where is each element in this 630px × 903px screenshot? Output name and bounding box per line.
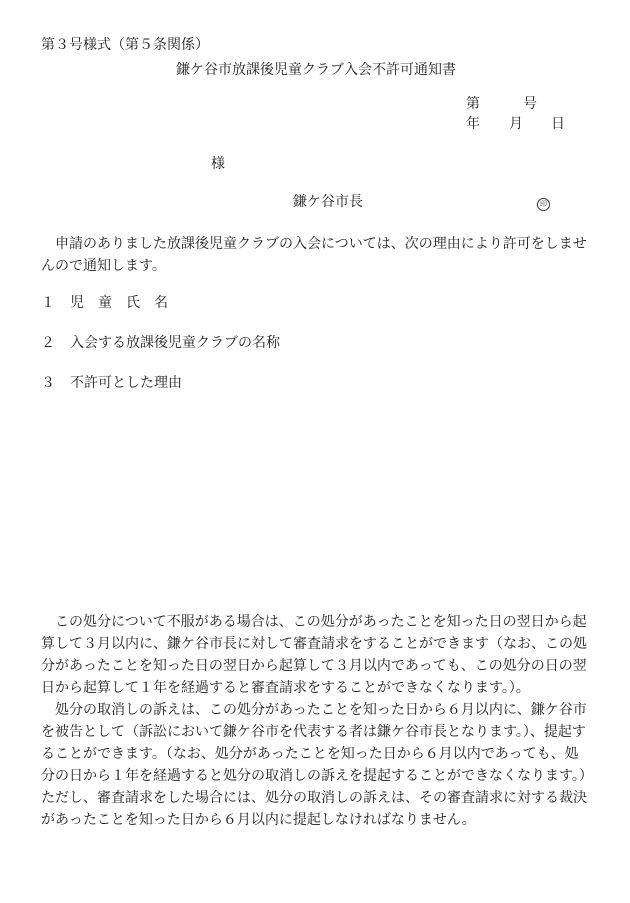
- seal-mark: [537, 195, 550, 211]
- intro-paragraph: [41, 233, 601, 277]
- notice-line: 算して３月以内に、鎌ケ谷市長に対して審査請求をすることができます（なお、この処: [41, 636, 587, 652]
- date-day: 日: [551, 116, 565, 132]
- date-month: 月: [509, 116, 523, 132]
- notice-line: ただし、審査請求をした場合には、処分の取消しの訴えは、その審査請求に対する裁決: [41, 790, 587, 806]
- notice-line: 処分の取消しの訴えは、この処分があったことを知った日から６月以内に、鎌ケ谷市: [55, 702, 587, 718]
- notice-line: 分があったことを知った日の翌日から起算して３月以内であっても、この処分の日の翌: [41, 658, 587, 674]
- notice-line: この処分について不服がある場合は、この処分があったことを知った日の翌日から起: [55, 614, 587, 630]
- notice-line: があったことを知った日から６月以内に提起しなければなりません。: [41, 812, 476, 828]
- intro-line: んので通知します。: [41, 258, 166, 274]
- issuer-name: 鎌ケ谷市長: [293, 194, 363, 210]
- notice-line: 分の日から１年を経過すると処分の取消しの訴えを提起することができなくなります。）: [41, 768, 593, 784]
- item-3-label: 不許可とした理由: [70, 375, 182, 391]
- seal-icon: 印: [537, 198, 550, 211]
- recipient-suffix: 様: [211, 156, 225, 172]
- document-number-prefix: 第: [466, 96, 480, 112]
- document-number-suffix: 号: [523, 96, 537, 112]
- item-2-number: ２: [41, 335, 55, 351]
- notice-line: を被告として（訴訟において鎌ケ谷市を代表する者は鎌ケ谷市長となります。）、提起す: [41, 724, 586, 740]
- date-year: 年: [466, 116, 480, 132]
- item-3-number: ３: [41, 375, 55, 391]
- notice-line: 日から起算して１年を経過すると審査請求をすることができなくなります。）。: [41, 680, 530, 696]
- document-title: 鎌ケ谷市放課後児童クラブ入会不許可通知書: [176, 62, 456, 78]
- notice-line: ることができます。（なお、処分があったことを知った日から６月以内であっても、処: [41, 746, 579, 762]
- item-1-number: １: [41, 295, 55, 311]
- item-2-label: 入会する放課後児童クラブの名称: [70, 335, 280, 351]
- item-1-label: 児 童 氏 名: [70, 295, 168, 311]
- form-number: 第３号様式（第５条関係）: [41, 37, 209, 53]
- appeal-notice-paragraph: [41, 611, 601, 831]
- intro-line: 申請のありました放課後児童クラブの入会については、次の理由により許可をしませ: [55, 236, 587, 252]
